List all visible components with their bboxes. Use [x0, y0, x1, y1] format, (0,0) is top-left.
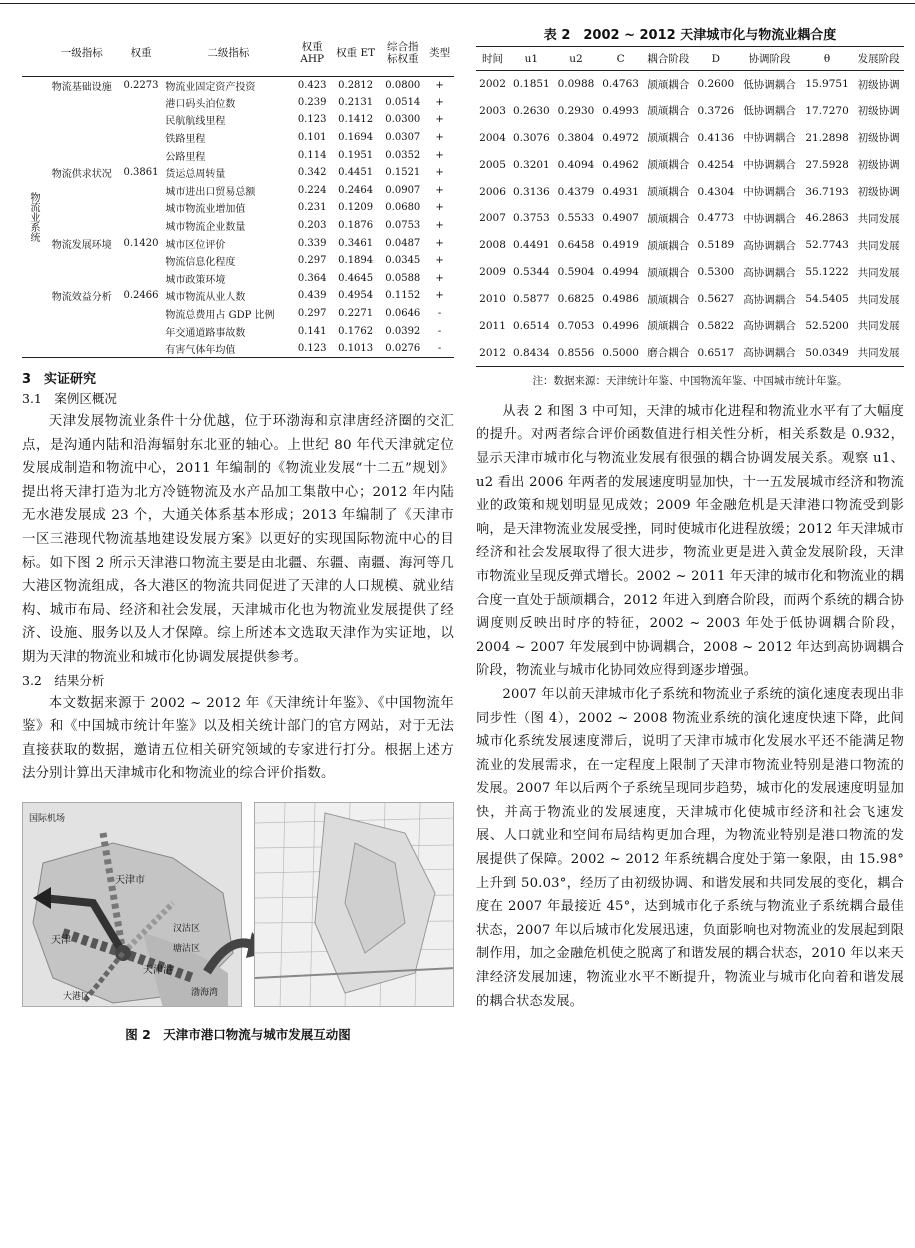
table-2-cell: 共同发展 — [857, 212, 900, 225]
table-row — [22, 270, 454, 288]
table-1-cell: 0.1894 — [338, 255, 374, 267]
table-1-level1-weight — [119, 111, 164, 129]
table-1-header-cell: 权重 — [130, 46, 152, 59]
table-2-cell: 中协调耦合 — [743, 186, 796, 198]
table-2-cell: 颉颃耦合 — [647, 266, 690, 279]
figure-2-caption: 图 2 天津市港口物流与城市发展互动图 — [125, 1026, 351, 1042]
table-1-header-cell: 权重 ET — [336, 46, 376, 59]
table-2-cell: 0.4763 — [602, 78, 639, 91]
table-1-cell: 0.1762 — [338, 325, 374, 337]
table-1-cell: 0.297 — [297, 308, 327, 320]
table-row — [22, 129, 454, 147]
table-2-cell: 0.4994 — [602, 266, 639, 279]
table-1-cell: 0.0646 — [385, 308, 421, 320]
table-1-level1-weight: 0.3861 — [123, 167, 159, 179]
table-2-cell: 0.4993 — [602, 104, 639, 117]
table-2-cell: 高协调耦合 — [743, 239, 796, 252]
table-2-cell: 初级协调 — [857, 78, 900, 91]
table-1-cell: 0.231 — [297, 202, 327, 214]
table-2-cell: 0.5904 — [557, 266, 595, 279]
table-2-cell: 0.4986 — [602, 293, 639, 306]
table-1-cell: 0.1209 — [338, 202, 374, 214]
table-2-cell: 0.4919 — [602, 239, 639, 252]
table-1-cell: 铁路里程 — [165, 134, 206, 146]
table-1-cell: 0.1013 — [338, 342, 374, 354]
map-label-dagang: 大港区 — [63, 991, 91, 1002]
table-1-cell: 0.239 — [297, 96, 327, 108]
table-1-cell: + — [435, 149, 444, 161]
table-2 — [476, 46, 904, 367]
table-row — [476, 259, 904, 286]
table-2-cell: 0.4254 — [697, 158, 735, 171]
table-1-header-cell: 一级指标 — [60, 46, 103, 59]
table-2-cell: 颉颃耦合 — [647, 320, 690, 333]
table-2-cell: 0.4996 — [602, 319, 639, 332]
table-2-cell: 2002 — [479, 78, 506, 91]
table-1-level1-indicator — [45, 199, 119, 217]
table-1-cell: 0.1951 — [338, 149, 374, 161]
table-1-level1-weight: 0.2273 — [123, 79, 159, 91]
table-2-cell: 0.5822 — [697, 319, 735, 332]
table-2-header-cell: 时间 — [476, 47, 509, 71]
table-1-cell: 0.1152 — [385, 290, 421, 302]
table-1-cell: + — [435, 132, 444, 144]
table-1-level1-weight — [119, 182, 164, 200]
table-row — [22, 340, 454, 358]
map-label-tianjin: 天津 — [51, 934, 71, 946]
table-2-cell: 0.1851 — [513, 78, 550, 91]
table-1-cell: + — [435, 167, 444, 179]
table-2-cell: 高协调耦合 — [743, 266, 796, 279]
table-2-cell: 颉颃耦合 — [647, 212, 690, 225]
table-row — [22, 111, 454, 129]
table-2-header-cell: 协调阶段 — [738, 47, 801, 71]
table-1-cell: 0.0680 — [385, 202, 421, 214]
table-2-cell: 2006 — [479, 185, 506, 198]
table-2-cell: 0.4491 — [513, 239, 550, 252]
table-2-header-cell: 耦合阶段 — [643, 47, 694, 71]
table-2-cell: 磨合耦合 — [647, 347, 690, 360]
table-1-cell: 0.203 — [297, 220, 327, 232]
table-1-cell: 0.0345 — [385, 255, 421, 267]
table-2-cell: 0.4931 — [602, 185, 639, 198]
table-1-level1-weight — [119, 252, 164, 270]
table-1-cell: + — [435, 96, 444, 108]
table-1-level1-indicator — [45, 94, 119, 112]
table-1-cell: 0.2464 — [338, 184, 374, 196]
table-2-cell: 0.6458 — [557, 239, 595, 252]
table-row — [476, 339, 904, 366]
table-1-cell: 0.364 — [297, 272, 327, 284]
table-2-cell: 初级协调 — [857, 159, 900, 172]
table-2-cell: 0.5344 — [513, 266, 550, 279]
table-2-cell: 55.1222 — [805, 266, 849, 279]
table-1 — [22, 30, 454, 358]
table-1-cell: 物流总费用占 GDP 比例 — [165, 310, 275, 322]
table-2-cell: 低协调耦合 — [743, 105, 796, 118]
table-2-cell: 0.3201 — [513, 158, 550, 171]
table-2-cell: 颉颃耦合 — [647, 78, 690, 91]
table-1-cell: - — [437, 308, 442, 320]
table-row — [22, 217, 454, 235]
table-2-cell: 颉颃耦合 — [647, 159, 690, 172]
table-row — [476, 151, 904, 178]
table-1-level1-indicator — [45, 270, 119, 288]
table-1-cell: 0.0392 — [385, 325, 421, 337]
table-1-cell: 0.0800 — [385, 79, 421, 91]
table-row — [22, 94, 454, 112]
table-2-cell: 初级协调 — [857, 132, 900, 145]
table-2-cell: 颉颃耦合 — [647, 293, 690, 306]
table-1-cell: 年交通道路事故数 — [165, 327, 246, 339]
right-paragraph-1: 从表 2 和图 3 中可知，天津的城市化进程和物流业水平有了大幅度的提升。对两者综合评价函数值进行相关性分析，相关系数是 0.932，显示天津市城市化与物流业发展有很强的耦合协调发展关系。观察 u1、u2 看出 2006 年两者的发展速度明显加快，十一五发展城市经济和物流业的政策和规划明显见成效；2009 年金融危机是天津港口物流受到影响，是天津物流业发展受挫，同时使城市化进程放缓；2012 年天津城市经济和社会发展取得了很大进步，物流业更是进入黄金发展阶段，天津市物流业呈现反弹式增长。2002 ~ 2011 年天津的城市化和物流业的耦合度一直处于颉颃耦合，2012 年进入到磨合阶段，而两个系统的耦合协调度则反映出时序的特征，2002 ~ 2003 年处于低协调耦合阶段，2004 ~ 2007 年发展到中协调耦合，2008 ~ 2012 年达到高协调耦合阶段，物流业与城市化协同效应得到逐步增强。 — [476, 403, 904, 679]
table-1-level1-indicator — [45, 252, 119, 270]
table-1-cell: - — [437, 342, 442, 354]
table-2-cell: 共同发展 — [857, 320, 900, 333]
table-2-cell: 2008 — [479, 239, 506, 252]
table-2-cell: 2012 — [479, 346, 506, 359]
table-1-level1-weight — [119, 322, 164, 340]
table-2-cell: 27.5928 — [805, 158, 849, 171]
table-2-cell: 50.0349 — [805, 346, 849, 359]
table-1-cell: + — [435, 290, 444, 302]
section-3-2-paragraph: 本文数据来源于 2002 ~ 2012 年《天津统计年鉴》、《中国物流年鉴》和《中国城市统计年鉴》以及相关统计部门的官方网站，对于无法直接获取的数据，邀请五位相关研究领域的专家进行打分。根据上述方法分别计算出天津城市化和物流业的综合评价指数。 — [22, 695, 454, 782]
table-2-cell: 0.5189 — [697, 239, 735, 252]
table-1-level1-indicator — [45, 129, 119, 147]
table-1-header-cell: 类型 — [429, 46, 451, 59]
figure-2-map-right — [254, 802, 454, 1007]
table-2-cell: 0.2930 — [557, 104, 595, 117]
table-1-cell: 0.2812 — [338, 79, 374, 91]
table-1-level1-indicator — [45, 217, 119, 235]
table-row — [22, 287, 454, 305]
table-1-cell: + — [435, 114, 444, 126]
table-2-cell: 共同发展 — [857, 239, 900, 252]
table-2-cell: 52.7743 — [805, 239, 849, 252]
map-label-tanggu: 塘沽区 — [173, 943, 201, 954]
table-2-cell: 共同发展 — [857, 293, 900, 306]
table-1-cell: 0.339 — [297, 237, 327, 249]
table-1-cell: 货运总周转量 — [165, 169, 226, 181]
table-2-cell: 高协调耦合 — [743, 293, 796, 306]
table-2-cell: 颉颃耦合 — [647, 132, 690, 145]
table-1-cell: 0.423 — [297, 79, 327, 91]
table-1-cell: + — [435, 79, 444, 91]
table-2-cell: 0.5877 — [513, 293, 550, 306]
table-row — [22, 305, 454, 323]
section-3-1-paragraph: 天津发展物流业条件十分优越，位于环渤海和京津唐经济圈的交汇点，是沟通内陆和沿海辐射东北亚的轴心。上世纪 80 年代天津就定位发展成制造和物流中心，2011 年编制的《物流业发展“十二五”规划》提出将天津打造为北方冷链物流及水产品加工集散中心；2012 年内陆无水港发展成 23 个，大通关体系基本形成；2013 年编制了《天津市一区三港现代物流基地建设发展方案》以更好的实现国际物流中心的目标。如下图 2 所示天津港口物流主要是由北疆、东疆、南疆、海河等几大港区物流组成，各大港区的物流共同促进了天津的人口规模、就业结构、城市布局、经济和社会发展，天津城市化也为物流业发展提供了经济、设施、服务以及人才保障。综上所述本文选取天津作为实证地，以期为天津的物流业和城市化协调发展提供参考。 — [22, 414, 454, 665]
table-1-cell: 0.4954 — [338, 290, 374, 302]
table-1-cell: 0.114 — [297, 149, 327, 161]
table-1-level1-weight: 0.2466 — [123, 290, 159, 302]
table-1-level1-indicator — [45, 146, 119, 164]
table-1-cell: 0.1876 — [338, 220, 374, 232]
table-2-cell: 2004 — [479, 131, 506, 144]
table-1-level1-weight — [119, 270, 164, 288]
table-1-cell: 0.141 — [297, 325, 327, 337]
table-1-vertical-label: 物流业系统 — [28, 191, 39, 242]
table-1-cell: 0.2131 — [338, 96, 374, 108]
map-label-city: 天津市 — [115, 874, 145, 886]
table-2-cell: 0.6825 — [557, 293, 595, 306]
table-1-cell: 0.0307 — [385, 132, 421, 144]
table-2-cell: 54.5405 — [805, 293, 849, 306]
section-3-heading: 3 实证研究 — [22, 372, 97, 387]
table-1-cell: 公路里程 — [165, 151, 206, 163]
table-1-cell: + — [435, 202, 444, 214]
table-2-cell: 低协调耦合 — [743, 78, 796, 91]
table-2-cell: 2007 — [479, 212, 506, 225]
table-row — [476, 178, 904, 205]
table-row — [476, 286, 904, 313]
left-column — [22, 0, 454, 1043]
table-1-level1-indicator — [45, 182, 119, 200]
section-3-1-heading: 3.1 案例区概况 — [22, 391, 117, 406]
table-2-cell: 21.2898 — [805, 131, 849, 144]
table-row — [22, 164, 454, 182]
table-2-cell: 0.4094 — [557, 158, 595, 171]
table-1-level1-indicator — [45, 111, 119, 129]
table-2-cell: 0.2630 — [513, 104, 550, 117]
table-row — [22, 322, 454, 340]
table-row — [22, 182, 454, 200]
table-1-level1-weight — [119, 217, 164, 235]
table-2-cell: 共同发展 — [857, 266, 900, 279]
table-2-cell: 颉颃耦合 — [647, 105, 690, 118]
table-1-cell: 0.224 — [297, 184, 327, 196]
table-row — [476, 313, 904, 340]
table-1-level1-indicator — [45, 322, 119, 340]
map-right-drawing — [255, 803, 454, 1007]
table-1-cell: 物流信息化程度 — [165, 257, 236, 269]
table-2-cell: 2009 — [479, 266, 506, 279]
table-1-cell: + — [435, 237, 444, 249]
table-1-level1-weight — [119, 94, 164, 112]
table-2-cell: 0.6517 — [697, 346, 735, 359]
table-1-cell: 0.4645 — [338, 272, 374, 284]
figure-2 — [22, 802, 454, 1007]
table-1-cell: 城市物流业增加值 — [165, 204, 246, 216]
table-1-level1-weight — [119, 199, 164, 217]
table-2-header-cell: u2 — [554, 47, 599, 71]
table-1-cell: 城市物流从业人数 — [165, 292, 246, 304]
table-row — [22, 252, 454, 270]
table-1-level1-indicator — [45, 340, 119, 358]
table-2-cell: 52.5200 — [805, 319, 849, 332]
table-row — [22, 76, 454, 94]
table-2-cell: 17.7270 — [805, 104, 849, 117]
table-2-cell: 0.4379 — [557, 185, 595, 198]
table-1-cell: + — [435, 220, 444, 232]
table-1-cell: 0.0907 — [385, 184, 421, 196]
table-1-cell: 0.2271 — [338, 308, 374, 320]
table-2-cell: 0.3136 — [513, 185, 550, 198]
table-2-cell: 0.5000 — [602, 346, 639, 359]
table-2-cell: 高协调耦合 — [743, 320, 796, 333]
table-1-level1-indicator: 物流基础设施 — [51, 81, 112, 93]
table-2-cell: 初级协调 — [857, 105, 900, 118]
table-1-cell: - — [437, 325, 442, 337]
table-2-cell: 初级协调 — [857, 186, 900, 198]
table-1-cell: 0.342 — [297, 167, 327, 179]
table-2-cell: 0.5533 — [557, 212, 595, 225]
table-1-cell: 0.0487 — [385, 237, 421, 249]
table-2-cell: 0.3076 — [513, 131, 550, 144]
table-1-level1-weight — [119, 340, 164, 358]
table-2-cell: 中协调耦合 — [743, 159, 796, 172]
table-row — [476, 71, 904, 98]
table-2-note: 注：数据来源：天津统计年鉴、中国物流年鉴、中国城市统计年鉴。 — [532, 374, 848, 387]
table-2-cell: 颉颃耦合 — [647, 239, 690, 252]
table-2-cell: 0.4304 — [697, 185, 735, 198]
table-2-cell: 36.7193 — [805, 185, 849, 198]
table-2-cell: 2011 — [479, 319, 506, 332]
table-1-cell: 0.439 — [297, 290, 327, 302]
table-1-level1-weight: 0.1420 — [123, 237, 159, 249]
table-1-level1-indicator: 物流效益分析 — [51, 292, 112, 304]
table-1-level1-weight — [119, 305, 164, 323]
section-3-2-heading: 3.2 结果分析 — [22, 672, 105, 688]
table-1-level1-indicator — [45, 305, 119, 323]
table-1-cell: 0.1694 — [338, 132, 374, 144]
table-2-cell: 0.8556 — [557, 346, 595, 359]
table-1-cell: 有害气体年均值 — [165, 344, 236, 356]
table-2-cell: 0.4962 — [602, 158, 639, 171]
table-2-cell: 0.5627 — [697, 293, 735, 306]
table-2-cell: 0.4773 — [697, 212, 735, 225]
table-1-cell: + — [435, 255, 444, 267]
table-1-cell: 0.0588 — [385, 272, 421, 284]
table-2-title: 表 2 2002 ~ 2012 天津城市化与物流业耦合度 — [543, 28, 837, 43]
table-2-cell: 0.0988 — [557, 78, 595, 91]
table-1-cell: 港口码头泊位数 — [165, 98, 236, 110]
table-1-level1-weight — [119, 129, 164, 147]
table-2-header-cell: 发展阶段 — [853, 47, 904, 71]
table-2-cell: 0.7053 — [557, 319, 595, 332]
table-1-cell: 城市政策环境 — [165, 274, 226, 286]
table-2-cell: 2010 — [479, 293, 506, 306]
table-2-cell: 46.2863 — [805, 212, 849, 225]
table-1-cell: 物流业固定资产投资 — [165, 81, 256, 93]
table-2-cell: 颉颃耦合 — [647, 186, 690, 198]
table-1-cell: 0.123 — [297, 114, 327, 126]
table-2-cell: 0.3804 — [557, 131, 595, 144]
table-1-header-cell: 二级指标 — [207, 46, 250, 59]
table-2-cell: 0.2600 — [697, 78, 735, 91]
table-1-cell: 0.0514 — [385, 96, 421, 108]
table-2-cell: 高协调耦合 — [743, 347, 796, 360]
table-row — [476, 232, 904, 259]
table-1-header — [22, 30, 454, 76]
right-paragraph-2: 2007 年以前天津城市化子系统和物流业子系统的演化速度表现出非同步性（图 4），2002 ~ 2008 物流业系统的演化速度快速下降，此间城市化系统发展速度滞后，说明了天津市城市化发展水平还不能满足物流业的发展需求，在一定程度上限制了天津市物流业特别是港口物流的发展。2007 年以后两个子系统呈现同步趋势，城市化的发展速度明显加快，并高于物流业的发展速度，天津城市化使城市经济和社会飞速发展、人口就业和空间布局结构更加合理，为物流业特别是港口物流的发展提供了保障。2002 ~ 2012 年系统耦合度处于第一象限，由 15.98° 上升到 50.03°，经历了由初级协调、和谐发展和共同发展的变化，耦合度在 2007 年最接近 45°，达到城市化子系统与物流业子系统耦合最佳状态，2007 年以后城市化发展迅速，负面影响也对物流业的发展起到限制作用，加之金融危机使之脱离了和谐发展的耦合状态，2010 年以来天津经济发展加速，物流业水平不断提升，物流业与城市化向着和谐发展的耦合状态发展。 — [476, 686, 904, 1009]
table-1-cell: 城市区位评价 — [165, 239, 226, 251]
table-row — [476, 124, 904, 151]
table-1-cell: 城市进出口贸易总额 — [165, 186, 256, 198]
table-1-cell: + — [435, 184, 444, 196]
map-label-airport: 国际机场 — [29, 813, 66, 824]
table-1-level1-indicator: 物流发展环境 — [51, 239, 112, 251]
table-1-cell: 民航航线里程 — [165, 116, 226, 128]
table-row — [22, 199, 454, 217]
table-2-cell: 共同发展 — [857, 347, 900, 360]
map-label-port: 天津港 — [143, 964, 173, 976]
table-2-header-cell: C — [598, 47, 643, 71]
table-2-cell: 0.3753 — [513, 212, 550, 225]
table-2-cell: 0.8434 — [513, 346, 550, 359]
table-1-level1-weight — [119, 146, 164, 164]
table-row — [476, 97, 904, 124]
map-label-bohai: 渤海湾 — [191, 987, 219, 998]
table-row — [476, 205, 904, 232]
table-1-cell: 0.0753 — [385, 220, 421, 232]
table-2-cell: 中协调耦合 — [743, 132, 796, 145]
table-1-cell: 0.4451 — [338, 167, 374, 179]
table-1-header-cell: 综合指 标权重 — [387, 40, 419, 65]
table-1-cell: 0.1412 — [338, 114, 374, 126]
table-1-cell: 0.123 — [297, 342, 327, 354]
table-2-header-cell: u1 — [509, 47, 554, 71]
table-1-cell: 0.0352 — [385, 149, 421, 161]
table-2-cell: 0.6514 — [513, 319, 550, 332]
table-1-level1-indicator: 物流供求状况 — [51, 169, 112, 181]
table-row — [22, 146, 454, 164]
table-1-cell: 0.1521 — [385, 167, 421, 179]
table-2-header — [476, 47, 904, 71]
table-2-header-cell: D — [694, 47, 739, 71]
map-label-hangu: 汉沽区 — [173, 923, 201, 934]
right-column — [476, 0, 904, 1013]
table-2-cell: 0.4136 — [697, 131, 735, 144]
table-1-cell: 0.297 — [297, 255, 327, 267]
table-2-cell: 0.4972 — [602, 131, 639, 144]
table-1-cell: 0.101 — [297, 132, 327, 144]
table-2-cell: 2003 — [479, 104, 506, 117]
table-2-cell: 15.9751 — [805, 78, 849, 91]
table-2-cell: 0.4907 — [602, 212, 639, 225]
table-1-cell: + — [435, 272, 444, 284]
table-1-cell: 0.3461 — [338, 237, 374, 249]
table-2-cell: 中协调耦合 — [743, 212, 796, 225]
table-2-cell: 2005 — [479, 158, 506, 171]
table-1-cell: 城市物流企业数量 — [165, 222, 246, 234]
table-1-header-blank — [22, 30, 45, 76]
table-1-header-cell: 权重 AHP — [300, 40, 325, 65]
table-1-cell: 0.0276 — [385, 342, 421, 354]
table-row — [22, 234, 454, 252]
table-2-cell: 0.5300 — [697, 266, 735, 279]
table-2-cell: 0.3726 — [697, 104, 735, 117]
table-1-cell: 0.0300 — [385, 114, 421, 126]
table-2-header-cell: θ — [801, 47, 853, 71]
